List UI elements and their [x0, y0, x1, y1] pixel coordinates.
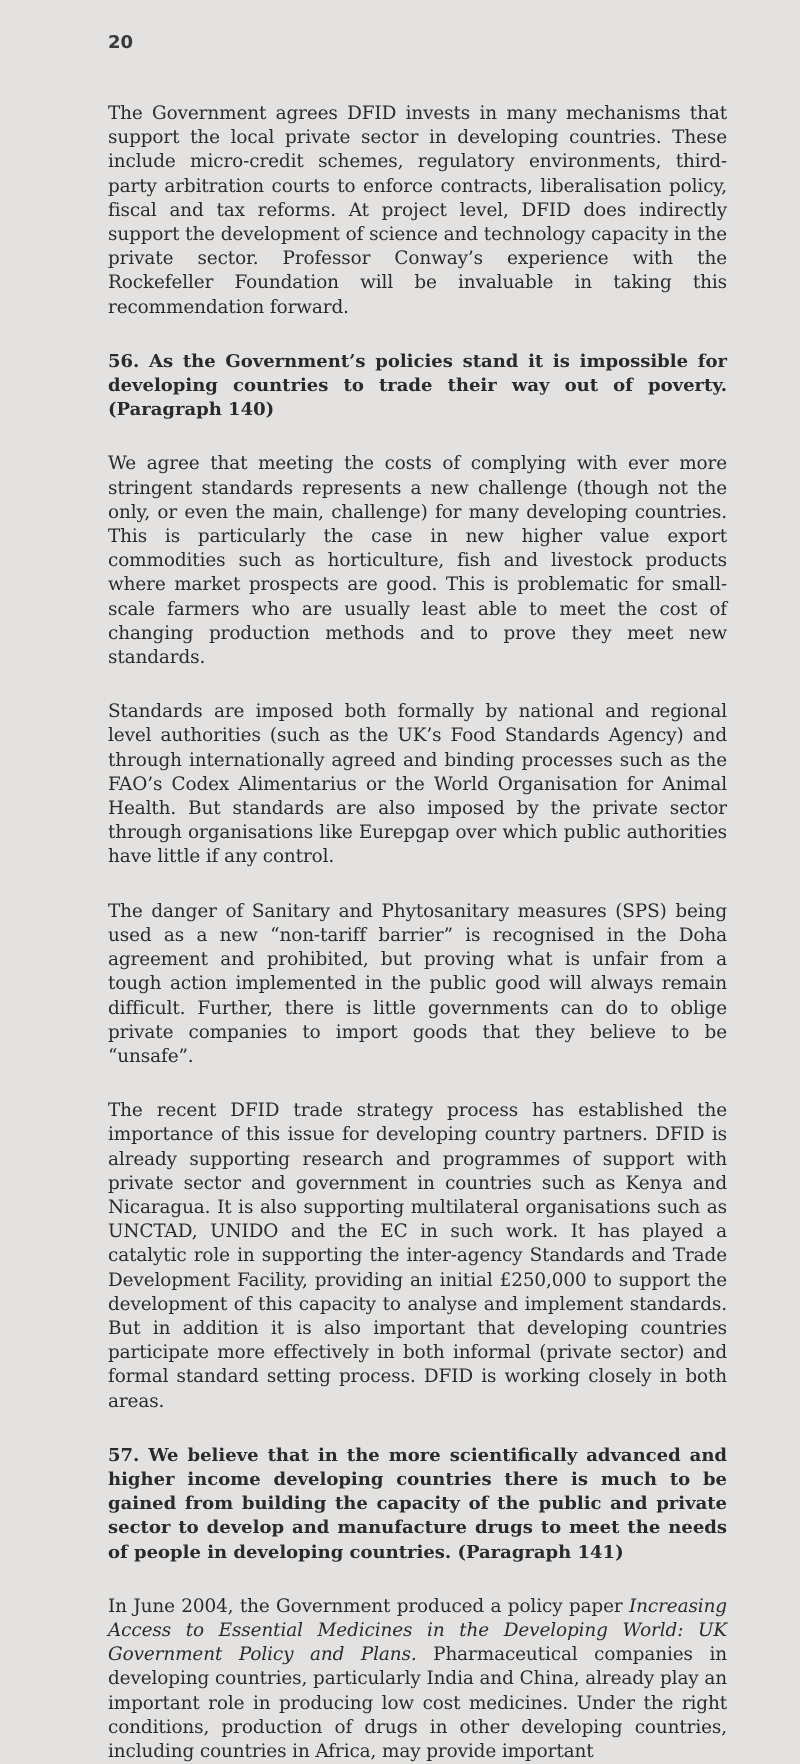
- body-paragraph: The recent DFID trade strategy process has established the importance of this issue for developing country partners. DFID is already supporting research and programmes of support with private sector and government in countries such as Kenya and Nicaragua. It is also supporting multilateral organisations such as UNCTAD, UNIDO and the EC in such work. It has played a catalytic role in supporting the inter-agency Standards and Trade Development Facility, providing an initial £250,000 to support the development of this capacity to analyse and implement standards. But in addition it is also important that developing countries participate more effectively in both informal (private sector) and formal standard setting process. DFID is working closely in both areas.: [108, 1100, 727, 1412]
- paragraph-lead: In June 2004, the Government produced a policy paper: [108, 1595, 629, 1617]
- page-number: 20: [108, 32, 134, 53]
- body-paragraph-last: [108, 1595, 727, 1764]
- body-paragraph: Standards are imposed both formally by national and regional level authorities (such as the UK’s Food Standards Agency) and through internationally agreed and binding processes such as the FAO’s Codex Alimentarius or the World Organisation for Animal Health. But standards are also imposed by the private sector through organisations like Eurepgap over which public authorities have little if any control.: [108, 701, 727, 868]
- recommendation-heading: 57. We believe that in the more scientifically advanced and higher income developing countries there is much to be gained from building the capacity of the public and private sector to develop and manufacture drugs to meet the needs of people in developing countries. (Paragraph 141): [108, 1444, 727, 1563]
- body-paragraph: We agree that meeting the costs of complying with ever more stringent standards represents a new challenge (though not the only, or even the main, challenge) for many developing countries. This is particularly the case in new higher value export commodities such as horticulture, fish and livestock products where market prospects are good. This is problematic for small-scale farmers who are usually least able to meet the cost of changing production methods and to prove they meet new standards.: [108, 453, 727, 669]
- paragraph-tail: Pharmaceutical companies in developing countries, particularly India and China, already play an important role in producing low cost medicines. Under the right conditions, production of drugs in other developing countries, including countries in Africa, may provide important: [108, 1644, 727, 1762]
- body-paragraph: The Government agrees DFID invests in many mechanisms that support the local private sector in developing countries. These include micro-credit schemes, regulatory environments, third-party arbitration courts to enforce contracts, liberalisation policy, fiscal and tax reforms. At project level, DFID does indirectly support the development of science and technology capacity in the private sector. Professor Conway’s experience with the Rockefeller Foundation will be invaluable in taking this recommendation forward.: [108, 103, 727, 318]
- body-paragraph: The danger of Sanitary and Phytosanitary measures (SPS) being used as a new “non-tariff barrier” is recognised in the Doha agreement and prohibited, but proving what is unfair from a tough action implemented in the public good will always remain difficult. Further, there is little governments can do to oblige private companies to import goods that they believe to be “unsafe”.: [108, 900, 727, 1067]
- recommendation-heading: 56. As the Government’s policies stand it is impossible for developing countries to trade their way out of poverty. (Paragraph 140): [108, 350, 727, 421]
- policy-paper-title: Increasing Access to Essential Medicines in the Developing World: UK Government Policy and Plans.: [108, 1595, 727, 1666]
